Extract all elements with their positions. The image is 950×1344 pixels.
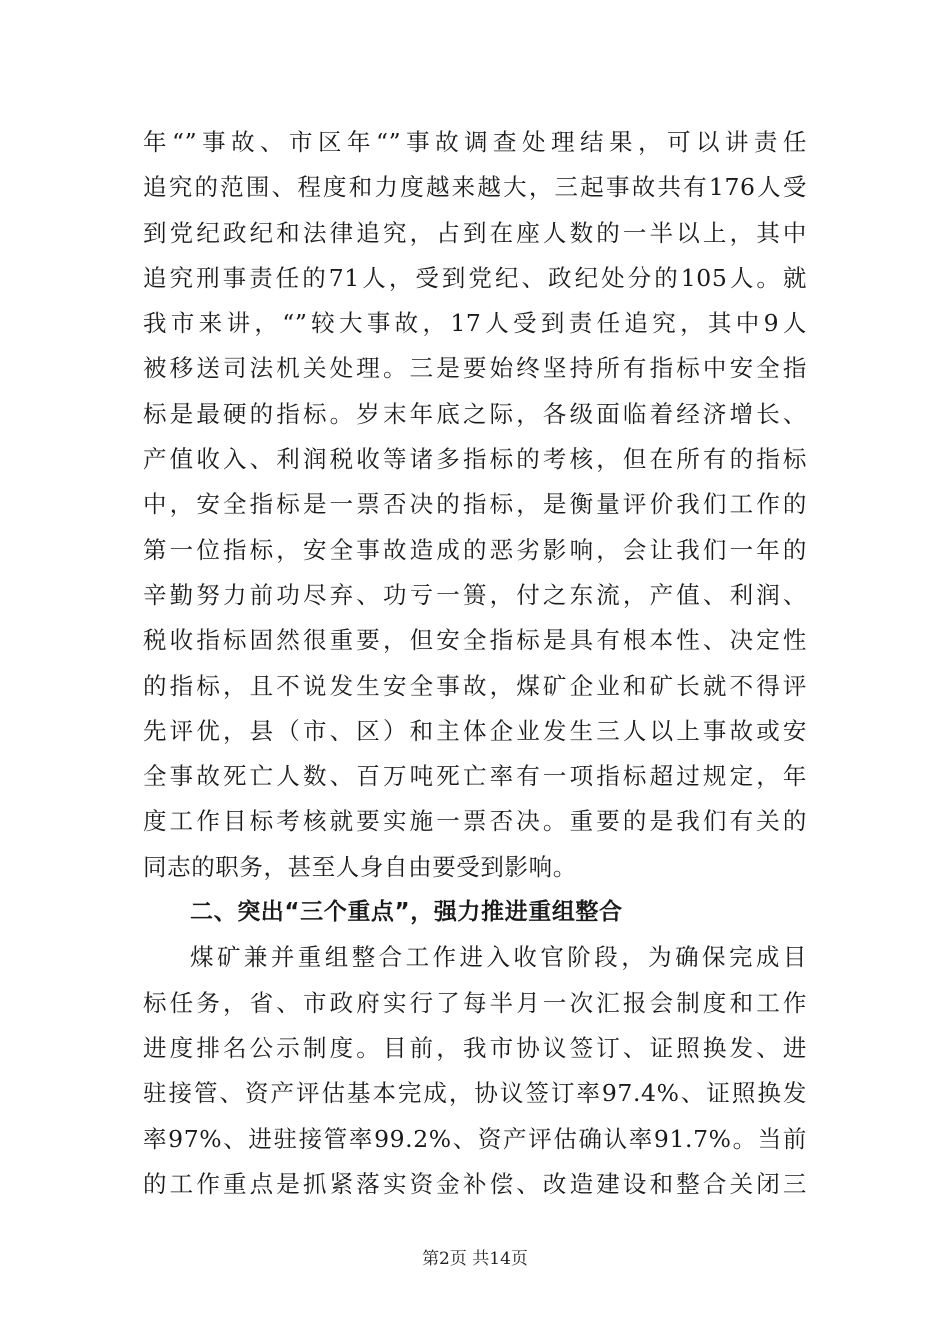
- text-line: 第一位指标，安全事故造成的恶劣影响，会让我们一年的: [143, 535, 807, 564]
- text-line: 辛勤努力前功尽弃、功亏一篑，付之东流，产值、利润、: [143, 580, 807, 609]
- text-line: 追究刑事责任的71人，受到党纪、政纪处分的105人。就: [143, 263, 807, 292]
- text-line: 产值收入、利润税收等诸多指标的考核，但在所有的指标: [143, 445, 807, 474]
- text-line: 被移送司法机关处理。三是要始终坚持所有指标中安全指: [143, 354, 807, 383]
- text-line: 年“”事故、市区年“”事故调查处理结果，可以讲责任: [143, 128, 807, 156]
- text-line: 进度排名公示制度。目前，我市协议签订、证照换发、进: [143, 1033, 807, 1062]
- text-line: 中，安全指标是一票否决的指标，是衡量评价我们工作的: [143, 490, 807, 519]
- text-line: 标任务，省、市政府实行了每半月一次汇报会制度和工作: [143, 988, 807, 1017]
- paragraph-1: [143, 120, 807, 890]
- paragraph-2: [143, 935, 807, 1207]
- page-number-footer: 第2页 共14页: [422, 1249, 528, 1269]
- text-line: 追究的范围、程度和力度越来越大，三起事故共有176人受: [143, 173, 807, 202]
- section-heading: 二、突出“三个重点”，强力推进重组整合: [190, 899, 623, 926]
- text-line: 全事故死亡人数、百万吨死亡率有一项指标超过规定，年: [143, 762, 807, 791]
- text-line: 到党纪政纪和法律追究，占到在座人数的一半以上，其中: [143, 218, 807, 247]
- text-line: 度工作目标考核就要实施一票否决。重要的是我们有关的: [143, 807, 807, 836]
- text-line: 的工作重点是抓紧落实资金补偿、改造建设和整合关闭三: [143, 1169, 807, 1198]
- text-line: 我市来讲，“”较大事故，17人受到责任追究，其中9人: [143, 309, 807, 338]
- text-line: 同志的职务，甚至人身自由要受到影响。: [143, 852, 577, 881]
- text-line: 煤矿兼并重组整合工作进入收官阶段，为确保完成目: [190, 943, 807, 972]
- text-line: 的指标，且不说发生安全事故，煤矿企业和矿长就不得评: [143, 671, 807, 700]
- text-line: 先评优，县（市、区）和主体企业发生三人以上事故或安: [143, 716, 807, 745]
- text-line: 税收指标固然很重要，但安全指标是具有根本性、决定性: [143, 626, 807, 655]
- text-line: 率97%、进驻接管率99.2%、资产评估确认率91.7%。当前: [143, 1124, 807, 1153]
- text-line: 标是最硬的指标。岁末年底之际，各级面临着经济增长、: [143, 399, 807, 428]
- text-line: 驻接管、资产评估基本完成，协议签订率97.4%、证照换发: [143, 1079, 807, 1108]
- document-body: [143, 120, 807, 1207]
